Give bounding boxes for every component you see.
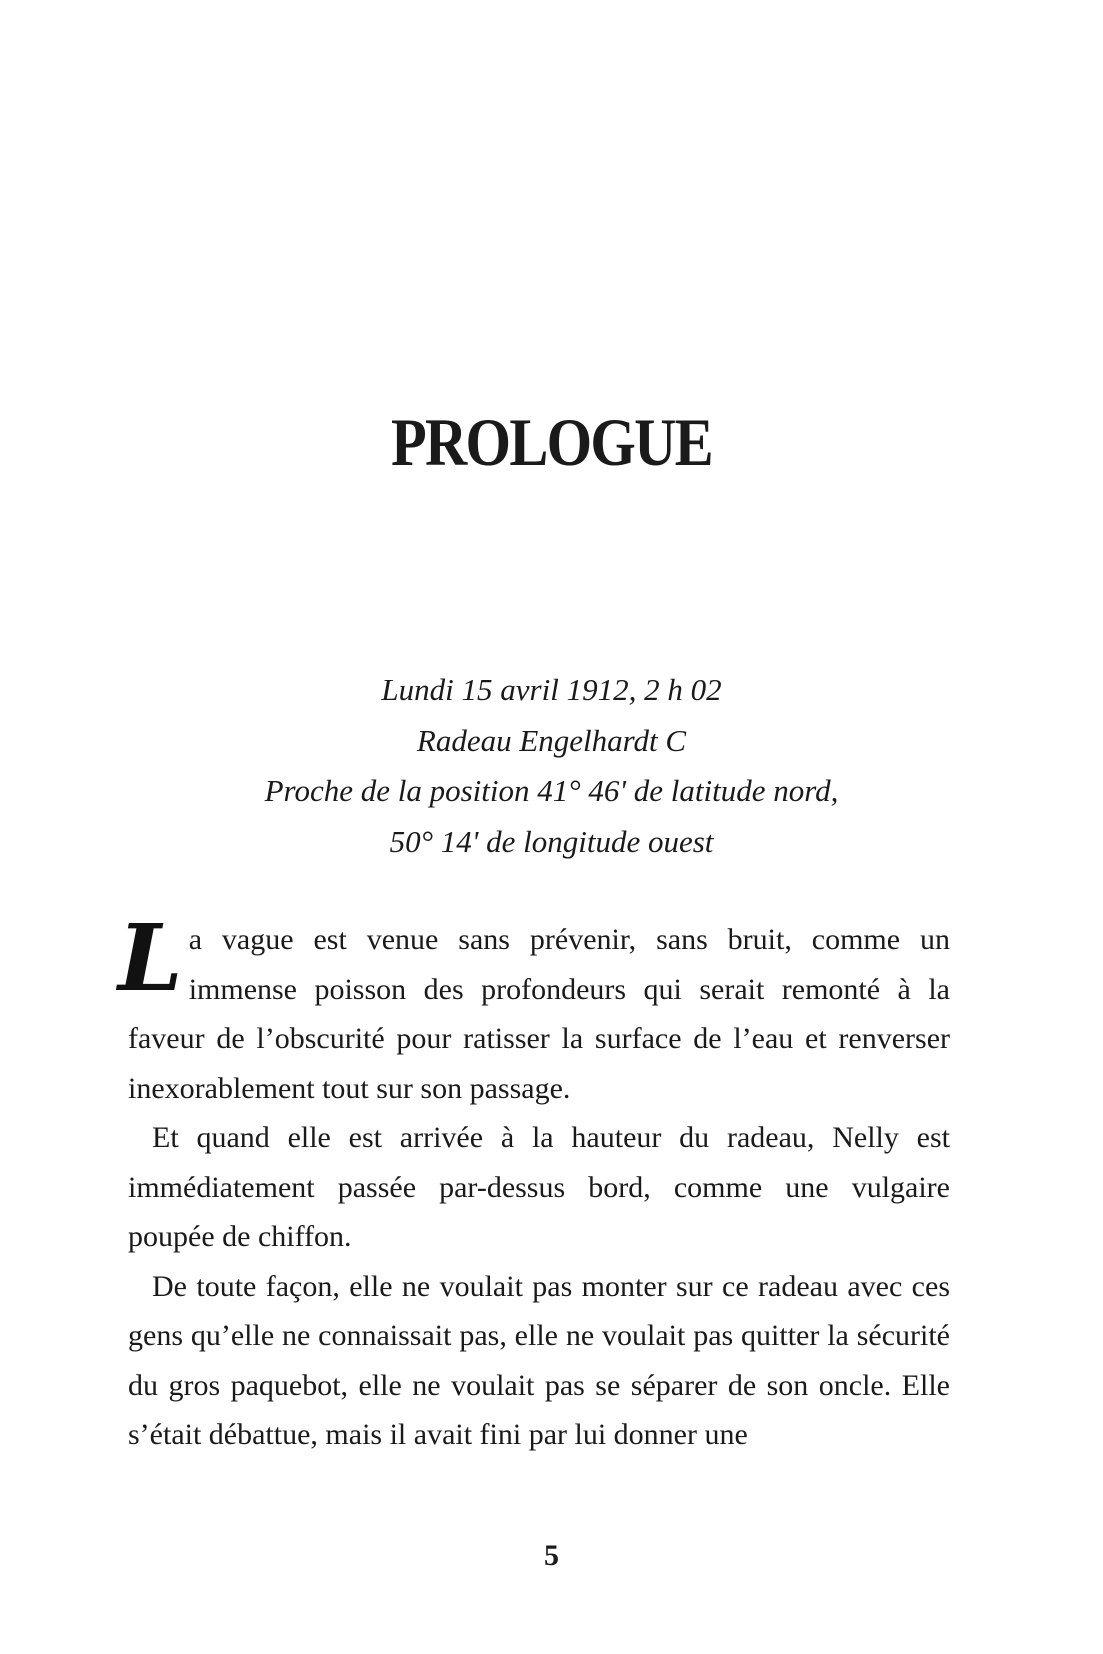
paragraph-1 bbox=[118, 904, 950, 1113]
epigraph-position: Proche de la position 41° 46' de latitude nord, bbox=[264, 773, 839, 808]
epigraph-longitude: 50° 14' de longitude ouest bbox=[389, 823, 714, 859]
chapter-title: PROLOGUE bbox=[391, 404, 712, 480]
paragraph-3: De toute façon, elle ne voulait pas monter sur ce radeau avec ces gens qu’elle ne connaissait pas, elle ne voulait pas quitter la sécurité du gros paquebot, elle ne voulait pas se séparer de son oncle. Elle s’était débattue, mais il avait fini par lui donner une bbox=[128, 1269, 950, 1451]
epigraph-location: Radeau Engelhardt C bbox=[416, 722, 687, 758]
drop-cap: L bbox=[118, 904, 183, 1012]
epigraph-date: Lundi 15 avril 1912, 2 h 02 bbox=[381, 672, 722, 707]
epigraph bbox=[0, 665, 1103, 867]
paragraph-2: Et quand elle est arrivée à la hauteur du radeau, Nelly est immédiatement passée par-dessus bord, comme une vulgaire poupée de chiffon. bbox=[128, 1121, 950, 1253]
body-text bbox=[118, 904, 950, 1460]
page-number: 5 bbox=[544, 1539, 559, 1572]
paragraph-1-text: a vague est venue sans prévenir, sans bruit, comme un immense poisson des profondeurs qui serait remonté à la faveur de l’obscurité pour ratisser la surface de l’eau et renverser inexorablement tout sur son passage. bbox=[128, 923, 950, 1105]
